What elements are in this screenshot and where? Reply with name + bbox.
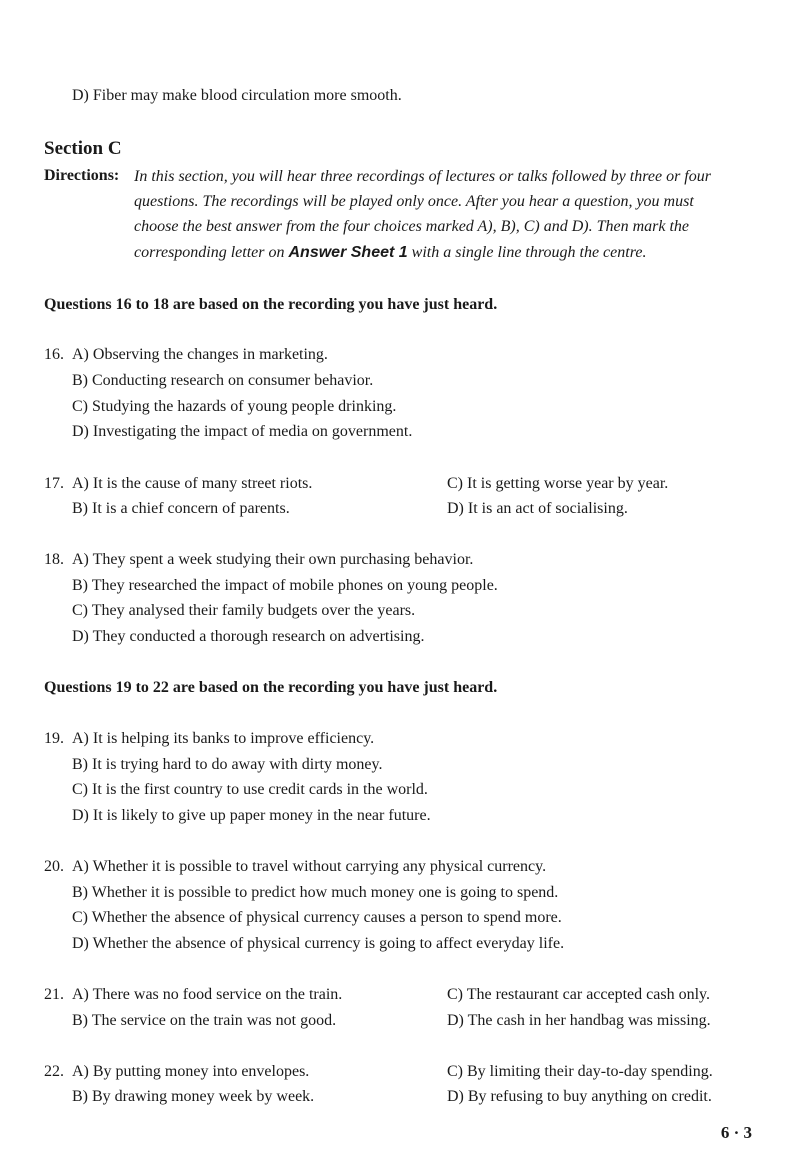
q22-option-b: B) By drawing money week by week. bbox=[72, 1088, 315, 1105]
q19-option-c: C) It is the first country to use credit cards in the world. bbox=[72, 781, 428, 798]
q16-option-d: D) Investigating the impact of media on government. bbox=[72, 423, 413, 440]
q17-option-a: A) It is the cause of many street riots. bbox=[72, 475, 313, 492]
q18-number: 18. bbox=[44, 551, 64, 568]
q18-option-b: B) They researched the impact of mobile phones on young people. bbox=[72, 577, 498, 594]
q20-option-b: B) Whether it is possible to predict how much money one is going to spend. bbox=[72, 884, 559, 901]
q19-option-b: B) It is trying hard to do away with dirty money. bbox=[72, 756, 383, 773]
q16-number: 16. bbox=[44, 346, 64, 363]
group-2-header: Questions 19 to 22 are based on the recording you have just heard. bbox=[44, 679, 498, 696]
directions-colon: : bbox=[113, 167, 120, 184]
q21-option-a: A) There was no food service on the train. bbox=[72, 986, 343, 1003]
group-1-header: Questions 16 to 18 are based on the recording you have just heard. bbox=[44, 296, 498, 313]
q20-option-a: A) Whether it is possible to travel without carrying any physical currency. bbox=[72, 858, 547, 875]
directions-line-1: In this section, you will hear three recordings of lectures or talks followed by three or four bbox=[134, 168, 711, 185]
q17-option-d: D) It is an act of socialising. bbox=[447, 500, 628, 517]
q16-option-c: C) Studying the hazards of young people drinking. bbox=[72, 398, 397, 415]
directions-label-text: Directions bbox=[44, 167, 114, 184]
q19-option-a: A) It is helping its banks to improve efficiency. bbox=[72, 730, 375, 747]
q21-option-b: B) The service on the train was not good. bbox=[72, 1012, 337, 1029]
q19-option-d: D) It is likely to give up paper money in the near future. bbox=[72, 807, 431, 824]
q21-option-d: D) The cash in her handbag was missing. bbox=[447, 1012, 711, 1029]
q20-option-d: D) Whether the absence of physical currency is going to affect everyday life. bbox=[72, 935, 565, 952]
q17-option-b: B) It is a chief concern of parents. bbox=[72, 500, 290, 517]
q22-option-c: C) By limiting their day-to-day spending. bbox=[447, 1063, 713, 1080]
q16-option-a: A) Observing the changes in marketing. bbox=[72, 346, 328, 363]
q17-option-c: C) It is getting worse year by year. bbox=[447, 475, 669, 492]
directions-line-2: questions. The recordings will be played only once. After you hear a question, you must bbox=[134, 193, 694, 210]
directions-label bbox=[44, 166, 119, 186]
directions-line-4-post: with a single line through the centre. bbox=[411, 244, 647, 261]
directions-line-4-pre: corresponding letter on bbox=[134, 244, 285, 261]
directions-line-4 bbox=[134, 243, 646, 263]
section-title: Section C bbox=[44, 138, 122, 159]
q20-number: 20. bbox=[44, 858, 64, 875]
q22-option-d: D) By refusing to buy anything on credit. bbox=[447, 1088, 712, 1105]
q21-option-c: C) The restaurant car accepted cash only. bbox=[447, 986, 710, 1003]
q17-number: 17. bbox=[44, 475, 64, 492]
q16-option-b: B) Conducting research on consumer behavior. bbox=[72, 372, 374, 389]
q19-number: 19. bbox=[44, 730, 64, 747]
q20-option-c: C) Whether the absence of physical currency causes a person to spend more. bbox=[72, 909, 562, 926]
answer-sheet-label: Answer Sheet 1 bbox=[288, 244, 408, 261]
directions-line-3: choose the best answer from the four choices marked A), B), C) and D). Then mark the bbox=[134, 218, 690, 235]
q18-option-d: D) They conducted a thorough research on advertising. bbox=[72, 628, 425, 645]
q22-number: 22. bbox=[44, 1063, 64, 1080]
q22-option-a: A) By putting money into envelopes. bbox=[72, 1063, 310, 1080]
q18-option-a: A) They spent a week studying their own purchasing behavior. bbox=[72, 551, 474, 568]
page-number: 6 · 3 bbox=[720, 1123, 752, 1142]
option-d-prev-question: D) Fiber may make blood circulation more smooth. bbox=[72, 87, 402, 104]
q21-number: 21. bbox=[44, 986, 64, 1003]
q18-option-c: C) They analysed their family budgets over the years. bbox=[72, 602, 416, 619]
